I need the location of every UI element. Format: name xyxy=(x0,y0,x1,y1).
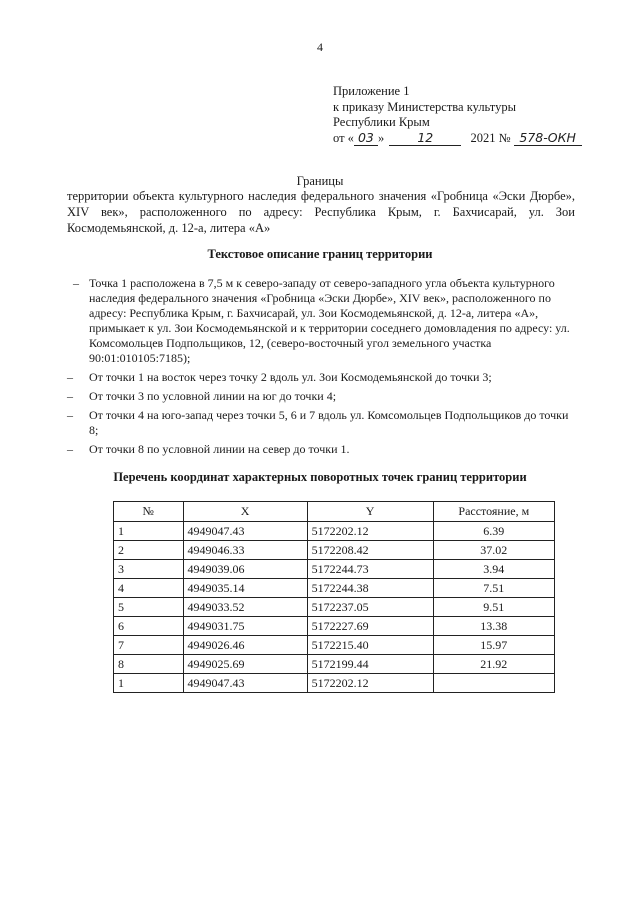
table-row xyxy=(114,560,555,579)
cell-y: 5172244.73 xyxy=(307,560,433,579)
order-number: 578-ОКН xyxy=(514,132,582,146)
cell-number: 1 xyxy=(114,522,184,541)
list-item-text: Точка 1 расположена в 7,5 м к северо-западу от северо-западного угла объекта культурного наследия федерального значения «Гробница «Эски Дюрбе», XIV век», расположенного по адресу: Республика Крым, г. Бахчисарай, ул. Зои Космодемьянской, д. 12-а, литера «А», примыкает к ул. Зои Космодемьянской и к территории соседнего домовладения по адресу: ул. Комсомольцев Подпольщиков, 12, (северо-восточный угол земельного участка 90:01:010105:7185); xyxy=(89,276,570,365)
date-year: 2021 № xyxy=(470,130,511,145)
cell-x: 4949025.69 xyxy=(183,655,307,674)
cell-number: 4 xyxy=(114,579,184,598)
cell-distance: 3.94 xyxy=(433,560,554,579)
cell-y: 5172208.42 xyxy=(307,541,433,560)
header-x: X xyxy=(183,502,307,522)
cell-x: 4949031.75 xyxy=(183,617,307,636)
description-list xyxy=(67,276,577,461)
cell-y: 5172244.38 xyxy=(307,579,433,598)
cell-number: 7 xyxy=(114,636,184,655)
cell-distance: 13.38 xyxy=(433,617,554,636)
table-title: Перечень координат характерных поворотных точек границ территории xyxy=(113,470,527,484)
cell-x: 4949026.46 xyxy=(183,636,307,655)
cell-x: 4949047.43 xyxy=(183,522,307,541)
dash-marker: – xyxy=(67,442,73,456)
cell-y: 5172202.12 xyxy=(307,674,433,693)
dash-marker: – xyxy=(73,276,79,290)
document-subtitle: территории объекта культурного наследия федерального значения «Гробница «Эски Дюрбе», XIV век», расположенного по адресу: Республика Крым, г. Бахчисарай, ул. Зои Космодемьянской, д. 12-а, литера «А» xyxy=(67,189,575,235)
page-number: 4 xyxy=(317,40,323,54)
cell-number: 8 xyxy=(114,655,184,674)
list-item xyxy=(67,389,577,404)
dash-marker: – xyxy=(67,408,73,422)
cell-x: 4949046.33 xyxy=(183,541,307,560)
table-header-row xyxy=(114,502,555,522)
appendix-line-3: Республики Крым xyxy=(333,115,430,129)
date-prefix: от « xyxy=(333,130,354,145)
date-mid: » xyxy=(377,130,385,145)
cell-number: 3 xyxy=(114,560,184,579)
list-item-text: От точки 3 по условной линии на юг до точки 4; xyxy=(89,389,337,403)
cell-number: 1 xyxy=(114,674,184,693)
dash-marker: – xyxy=(67,389,73,403)
list-item-text: От точки 4 на юго-запад через точки 5, 6 и 7 вдоль ул. Комсомольцев Подпольщиков до точки 8; xyxy=(89,408,569,437)
appendix-line-1: Приложение 1 xyxy=(333,84,410,98)
cell-y: 5172237.05 xyxy=(307,598,433,617)
table-row xyxy=(114,655,555,674)
cell-distance: 15.97 xyxy=(433,636,554,655)
cell-distance: 9.51 xyxy=(433,598,554,617)
cell-distance: 6.39 xyxy=(433,522,554,541)
header-number: № xyxy=(114,502,184,522)
table-row xyxy=(114,636,555,655)
list-item-text: От точки 8 по условной линии на север до точки 1. xyxy=(89,442,350,456)
dash-marker: – xyxy=(67,370,73,384)
cell-distance: 7.51 xyxy=(433,579,554,598)
table-row xyxy=(114,674,555,693)
table-row xyxy=(114,579,555,598)
document-title: Границы xyxy=(296,174,344,188)
table-row xyxy=(114,522,555,541)
date-day: 03 xyxy=(354,132,378,146)
cell-y: 5172227.69 xyxy=(307,617,433,636)
date-month: 12 xyxy=(389,132,461,146)
coordinates-table xyxy=(113,501,555,693)
cell-y: 5172199.44 xyxy=(307,655,433,674)
list-item xyxy=(67,276,577,366)
cell-x: 4949047.43 xyxy=(183,674,307,693)
header-distance: Расстояние, м xyxy=(433,502,554,522)
list-item-text: От точки 1 на восток через точку 2 вдоль ул. Зои Космодемьянской до точки 3; xyxy=(89,370,492,384)
cell-distance xyxy=(433,674,554,693)
cell-distance: 21.92 xyxy=(433,655,554,674)
description-heading: Текстовое описание границ территории xyxy=(207,247,433,261)
cell-y: 5172202.12 xyxy=(307,522,433,541)
table-row xyxy=(114,541,555,560)
cell-number: 6 xyxy=(114,617,184,636)
appendix-line-2: к приказу Министерства культуры xyxy=(333,99,516,114)
list-item xyxy=(67,442,577,457)
list-item xyxy=(67,370,577,385)
cell-x: 4949033.52 xyxy=(183,598,307,617)
cell-number: 5 xyxy=(114,598,184,617)
appendix-header xyxy=(333,84,582,146)
table-row xyxy=(114,598,555,617)
cell-number: 2 xyxy=(114,541,184,560)
table-row xyxy=(114,617,555,636)
cell-distance: 37.02 xyxy=(433,541,554,560)
cell-x: 4949039.06 xyxy=(183,560,307,579)
list-item xyxy=(67,408,577,438)
header-y: Y xyxy=(307,502,433,522)
appendix-date-line xyxy=(333,131,582,147)
cell-y: 5172215.40 xyxy=(307,636,433,655)
cell-x: 4949035.14 xyxy=(183,579,307,598)
